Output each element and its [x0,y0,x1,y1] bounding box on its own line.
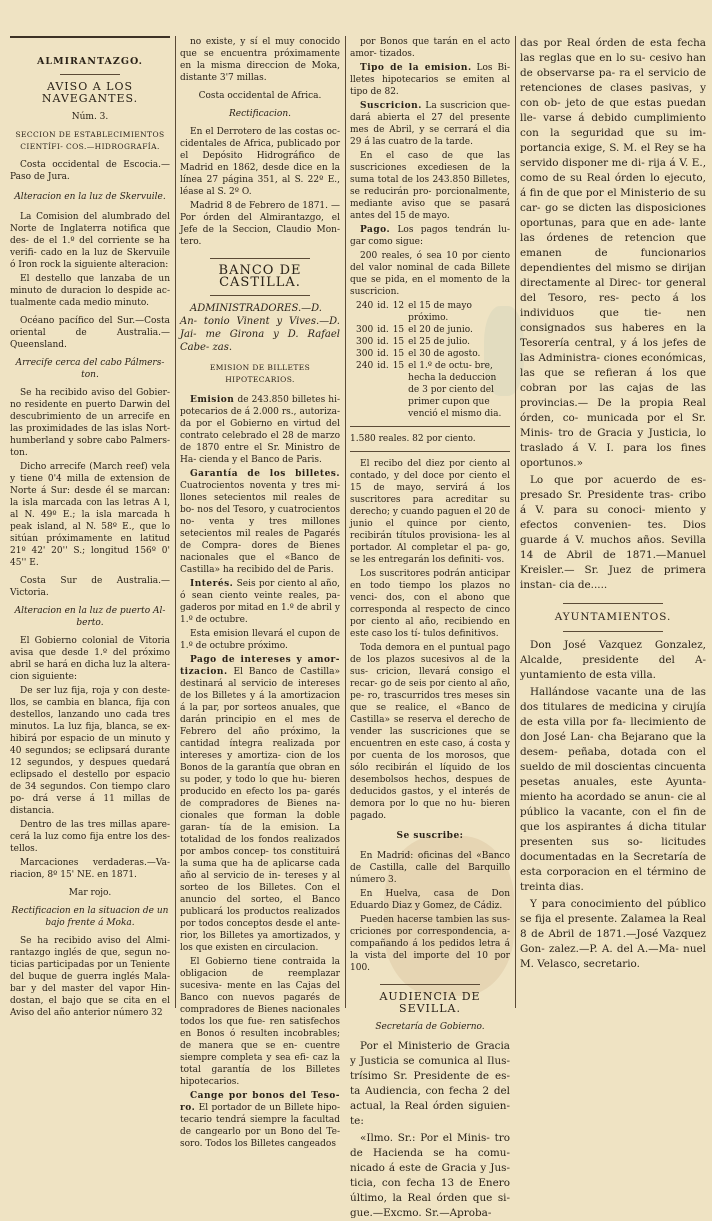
subheading: Alteracion en la luz de Skervuile. [14,192,166,202]
column-divider [345,36,346,1008]
label: Pago. [360,225,391,235]
schedule-cell: id. [377,301,389,311]
separator [210,258,310,259]
paragraph: Esta emision llevará el cupon de 1.º de octubre próximo. [180,629,340,651]
subheading: Arrecife cerca del cabo Pálmers- ton. [15,358,165,380]
schedule-row [356,336,510,348]
text: de 243.850 billetes hi- potecarios de á 2.000 rs., autoriza- da por el Gobierno en virtud del contrato celebrado el 28 de marzo de 1870 entre el Sr. Ministro de Ha- cienda y el Banco de Paris. [180,395,340,465]
paragraph: De ser luz fija, roja y con deste- llos, se cambia en blanca, fija con destellos, lanzando uno cada tres minutos. La luz fija, blanca, se ex- hibirá por espacio de un minuto y 40 segundos; se eclipsará durante 12 segundos, y despues quedará eclipsado el destello por espacio de 34 segundos. Con tiempo claro po- drá verse á 11 millas de distancia. [10,686,170,816]
separator [210,295,310,296]
schedule-cell: 300 [356,349,374,359]
paragraph: das por Real órden de esta fecha las reglas que en lo su- cesivo han de observarse pa- ra el servicio de retenciones de clases pasivas, y con ob- jeto de que estas puedan lle- varse á debido cumplimiento con la seguridad que su im- portancia exige, S. M. el Rey se ha servido disponer me di- rija á V. E., como de su Real órden lo ejecuto, á fin de que por el Ministerio de su car- go se dicten las disposiciones oportunas, para que en ade- lante las órdenes de retencion que emanen de funcionarios dependientes del mismo se dirijan directamente al Direc- tor general del Tesoro, res- pecto á los individuos que tie- nen consignados sus haberes en la Tesorería central, y á los jefes de las Administra- ciones económicas, las que se refieran á los que cobran por las cajas de las provincias.— De la propia Real órden, co- municada por el Sr. Minis- tro de Gracia y Justicia, lo traslado á V. I. para los fines oportunos.» [520,37,706,469]
notice-title: AVISO A LOS NAVEGANTES. [41,80,139,105]
administrators: ADMINISTRADORES.—D. An- tonio Vinent y Vives.—D. Jai- me Girona y D. Rafael Cabe- zas. [180,303,340,353]
paragraph [350,62,510,98]
text: El portador de un Billete hipo- tecario tendrá siempre la facultad de cangearlo por un Bono del Te- soro. Todos los Billetes cangeados [180,1103,340,1149]
schedule-row [356,324,510,336]
schedule-cell: id. [377,325,389,335]
subheading: Se suscribe: [396,831,464,841]
separator [60,74,120,75]
separator [380,984,480,985]
paragraph: El Gobierno colonial de Vitoria avisa que desde 1.º del próximo abril se hará en dicha luz la altera- cion siguiente: [10,636,170,682]
paragraph [350,224,510,248]
label: Suscricion. [360,101,422,111]
label: Interés. [190,579,234,589]
paragraph: Los suscritores podrán anticipar en todo tiempo los plazos no venci- dos, con el abono que corresponda al respecto de cinco por ciento al año, recibiendo en este caso los tí- tulos definitivos. [350,569,510,639]
column-divider [515,36,516,1008]
label: Emision [190,395,235,405]
label: Pago de intereses y amor- tizacion. [180,655,340,677]
label: Garantía de los billetes. [190,469,340,479]
subheading: Mar rojo. [68,888,112,898]
subheading: Secretaría de Gobierno. [375,1022,485,1032]
separator [350,426,510,427]
schedule-cell: el 20 de junio. [408,325,473,335]
paragraph: En el caso de que las suscriciones excediesen de la suma total de los 243.850 Billetes, se reducirán pro- porcionalmente, mediante aviso que se pasará antes del 15 de mayo. [350,151,510,221]
schedule-cell: id. [377,349,389,359]
paragraph: por Bonos que tarán en el acto amor- tizados. [350,37,510,59]
column-2 [180,36,340,1149]
subheading: Alteracion en la luz de puerto Al- berto. [14,606,166,628]
paragraph: En el Derrotero de las costas oc- cidentales de Africa, publicado por el Depósito Hidrográfico de Madrid en 1862, desde dice en la línea 27 página 351, al S. 22º E., léase al S. 2º O. [180,127,340,197]
paragraph: Y para conocimiento del público se fija el presente. Zalamea la Real 8 de Abril de 1871.—José Vazquez Gon- zalez.—P. A. del A.—Ma- nuel M. Velasco, secretario. [520,898,706,970]
paragraph: El destello que lanzaba de un minuto de duracion lo despide ac- tualmente cada medio minuto. [10,274,170,308]
paragraph: La Comision del alumbrado del Norte de Inglaterra notifica que des- de el 1.º del corriente se ha verifi- cado en la luz de Skervuile ó Iron rock la siguiente alteracion: [10,212,170,270]
paragraph: Por el Ministerio de Gracia y Justicia se comunica al Ilus- trísimo Sr. Presidente de es- ta Audiencia, con fecha 2 del actual, la Real órden siguien- te: [350,1040,510,1127]
ayuntamientos-title: AYUNTAMIENTOS. [554,611,672,623]
text: Los Bi- lletes hipotecarios se emiten al tipo de 82. [350,63,510,97]
schedule-cell: el 30 de agosto. [408,349,481,359]
total: 1.580 reales. 82 por ciento. [350,434,476,444]
paragraph [350,100,510,148]
notice-number: Núm. 3. [71,112,109,122]
schedule-cell: 240 [356,361,374,371]
paragraph [180,468,340,576]
bank-title: BANCO DE CASTILLA. [218,263,302,290]
column-3 [350,36,510,1219]
paragraph: Marcaciones verdaderas.—Va- riacion, 8º 15' NE. en 1871. [10,858,170,880]
schedule-cell: 12 [392,301,405,311]
column-divider [175,36,176,1008]
newspaper-page [4,6,708,1219]
label: Tipo de la emision. [360,63,472,73]
paragraph [180,394,340,466]
paragraph: Madrid 8 de Febrero de 1871. —Por órden del Almirantazgo, el Jefe de la Seccion, Claudio Mon- tero. [180,201,340,247]
paragraph [180,654,340,954]
schedule-cell: 15 [392,361,405,371]
schedule-cell: 15 [392,325,405,335]
text: Seis por ciento al año, ó sean ciento veinte reales, pa- gaderos por mitad en 1.º de abril y 1.º de octubre. [180,579,340,625]
subheading: Rectificacion. [228,109,292,119]
audiencia-title: AUDIENCIA DE SEVILLA. [379,990,481,1015]
paragraph: Toda demora en el puntual pago de los plazos sucesivos al de la sus- cricion, llevará consigo el recar- go de seis por ciento al año, pe- ro, trascurridos tres meses sin que se realice, el «Banco de Castilla» se reserva el derecho de vender las suscriciones que se encuentren en este caso, á costa y por cuenta de los morosos, que sólo recibirán el líquido de los desembolsos hechos, despues de deducidos gastos, y el interés de demora por lo que no hu- bieren pagado. [350,643,510,821]
paragraph: Don José Vazquez Gonzalez, Alcalde, presidente del A- yuntamiento de esta villa. [520,639,706,681]
label: Cange por bonos del Teso- ro. [180,1091,340,1113]
schedule-cell: el 1.º de octu- bre, hecha la deduccion de 3 por ciento del primer cupon que venció el mismo dia. [408,361,502,419]
schedule-cell: 240 [356,301,374,311]
subheading: Rectificacion en la situacion de un bajo frente á Moka. [11,906,169,928]
schedule-row [356,300,510,324]
schedule-cell: el 25 de julio. [408,337,470,347]
schedule-cell: 300 [356,337,374,347]
text: Cuatrocientos noventa y tres mi- llones setecientos mil reales de bo- nos del Tesoro, y cuatrocientos no- venta y tres millones setecientos mil reales de Pagarés de Compra- dores de Bienes nacionales que el «Banco de Castilla» ha recibido del de Paris. [180,481,340,575]
paragraph: En Huelva, casa de Don Eduardo Diaz y Gomez, de Cádiz. [350,889,510,911]
paragraph [180,1090,340,1150]
paragraph: Costa Sur de Australia.—Victoria. [10,576,170,598]
notice-department: SECCION DE ESTABLECIMIENTOS CIENTÍFI- COS.—HIDROGRAFÍA. [15,130,165,151]
paragraph: El recibo del diez por ciento al contado, y del doce por ciento el 15 de mayo, servirá á los suscritores para acreditar su derecho; y cuando paguen el 20 de junio el quince por ciento, recibirán títulos provisiona- les al portador. Al completar el pa- go, se les entregarán los definiti- vos. [350,459,510,565]
section-title: ALMIRANTAZGO. [37,56,143,67]
paragraph: no existe, y sí el muy conocido que se encuentra próximamente en la misma direccion de Moka, distante 3'7 millas. [180,37,340,83]
paragraph: Océano pacífico del Sur.—Costa oriental de Australia.—Queensland. [10,316,170,350]
paragraph: Dicho arrecife (March reef) vela y tiene 0'4 milla de extension de Norte á Sur: desde él se marcan: la isla marcada con las letras A l, al N. 49º E.; la isla marcada h peak island, al N. 58º E., que lo sitúan próximamente en latitud 21º 42' 20'' S.; longitud 156º 0' 45'' E. [10,462,170,568]
paragraph [180,578,340,626]
paragraph: Se ha recibido aviso del Gobier- no residente en puerto Darwin del descubrimiento de un arrecife en las proximidades de las islas Nort- humberland y sobre cabo Palmers- ton. [10,388,170,458]
schedule-cell: 300 [356,325,374,335]
emission-heading: EMISION DE BILLETES HIPOTECARIOS. [209,363,311,384]
payment-schedule [356,300,510,420]
schedule-cell: 15 [392,337,405,347]
separator [350,451,510,452]
separator [563,603,663,604]
paragraph: En Madrid: oficinas del «Banco de Castilla, calle del Barquillo número 3. [350,851,510,885]
paragraph: Costa occidental de Escocia.—Paso de Jura. [10,160,170,182]
paragraph: Pueden hacerse tambien las sus- criciones por correspondencia, a- compañando á los pedidos letra á la vista del importe del 10 por 100. [350,915,510,973]
paragraph: Lo que por acuerdo de es- presado Sr. Presidente tras- cribo á V. para su conoci- miento y efectos convenien- tes. Dios guarde á V. muchos años. Sevilla 14 de Abril de 1871.—Manuel Kreisler.— Sr. Juez de primera instan- cia de..... [520,474,706,591]
text: La suscricion que- dará abierta el 27 del presente mes de Abril, y se cerrará el dia 29 á las cuatro de la tarde. [350,101,510,147]
column-4 [520,36,706,1012]
schedule-cell: 15 [392,349,405,359]
schedule-cell: id. [377,337,389,347]
schedule-row [356,348,510,360]
schedule-cell: el 15 de mayo próximo. [408,301,472,323]
schedule-cell: id. [377,361,389,371]
paragraph: «Ilmo. Sr.: Por el Minis- tro de Hacienda se ha comu- nicado á este de Gracia y Jus- ticia, con fecha 13 de Enero último, la Real órden que si- gue.—Excmo. Sr.—Aproba- [350,1132,510,1219]
paragraph: Se ha recibido aviso del Almi- rantazgo inglés de que, segun no- ticias participadas por un Teniente del buque de guerra inglés Mala- bar y del master del vapor Hin- dostan, el bajo que se cita en el Aviso del año anterior número 32 [10,936,170,1018]
column-1 [10,36,170,1018]
paragraph: Dentro de las tres millas apare- cerá la luz como fija entre los des- tellos. [10,820,170,854]
paragraph: Hallándose vacante una de las dos titulares de medicina y cirujía de esta villa por fa- llecimiento de don José Lan- cha Bejarano que la desem- peñaba, dotada con el sueldo de mil doscientas cincuenta pesetas anuales, este Ayunta- miento ha acordado se anun- cie al público la vacante, con el fin de que los aspirantes á dicha titular presenten sus so- licitudes documentadas en la Secretaría de esta corporacion en el término de treinta dias. [520,686,706,893]
paragraph: 200 reales, ó sea 10 por ciento del valor nominal de cada Billete que se pida, en el momento de la suscricion. [350,251,510,297]
separator [563,631,663,632]
paragraph: El Gobierno tiene contraida la obligacion de reemplazar sucesiva- mente en las Cajas del Banco con nuevos pagarés de compradores de Bienes nacionales todos los que fue- ren satisfechos en Bonos ó resulten incobrables; de manera que se en- cuentre siempre completa y sea efi- caz la total garantía de los Billetes hipotecarios. [180,957,340,1087]
schedule-row [356,360,510,420]
text: Los pagos tendrán lu- gar como sigue: [350,225,510,247]
subheading: Costa occidental de Africa. [198,91,322,101]
text: El Banco de Castilla» destinará al servicio de intereses de los Billetes y á la amortizacion á la par, por sorteos anuales, que darán principio en el mes de Febrero del año próximo, la cantidad íntegra realizada por intereses y amortiza- cion de los Bonos de la garantía que obran en su poder, y todo lo que hu- bieren producido en efecto los pa- garés de compradores de Bienes na- cionales que forman la doble garan- tía de la emision. La totalidad de los fondos realizados por ambos concep- tos constituirá la suma que ha de aplicarse cada año al servicio de in- tereses y al sorteo de los Billetes. Con el anuncio del sorteo, el Banco publicará los productos realizados por todos conceptos desde el ante- rior, los Billetes ya amortizados, y los que existen en circulacion. [180,667,340,953]
